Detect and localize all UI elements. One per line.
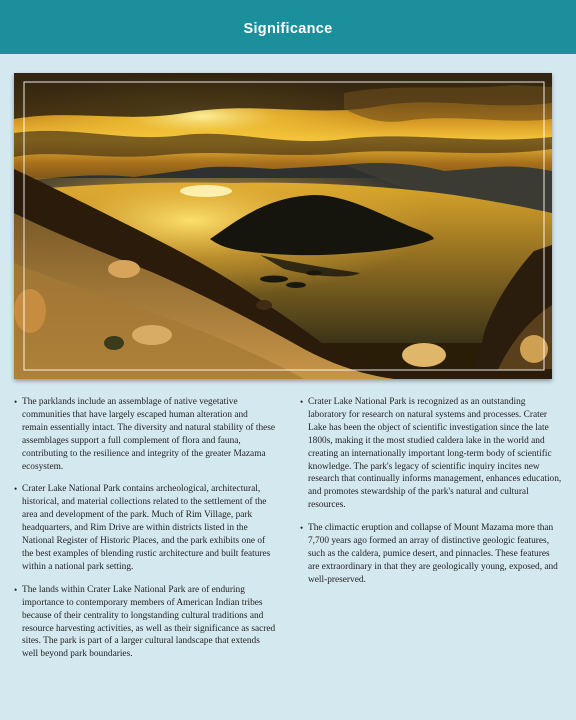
bullet-icon: •	[14, 397, 18, 407]
list-item: • The parklands include an assemblage of native vegetative communities that have largely escaped human alteration and remain essentially intact. The diversity and natural stability of these assemblages support a full complement of flora and fauna, contributing to the resilience and integrity of the greater Mazama ecosystem.	[14, 397, 276, 472]
list-item: • Crater Lake National Park contains archeological, architectural, historical, and material collections related to the settlement of the area and development of the park. Much of Rim Village, park headquarters, and Rim Drive are within districts listed in the National Register of Historic Places, and the park exhibits one of the best examples of blending rustic architecture and built features within a national park setting.	[14, 484, 271, 572]
bullet-icon: •	[300, 397, 304, 407]
bullet-icon: •	[14, 584, 18, 595]
page-title: Significance	[243, 21, 333, 37]
list-item: • The lands within Crater Lake National Park are of enduring importance to contemporary members of American Indian tribes because of their centrality to longstanding cultural traditions and resource harvesting activities, as well as their significance as sacred sites. The park is part of a larger cultural landscape that extends well beyond park boundaries.	[14, 584, 276, 660]
list-item: • Crater Lake National Park is recognized as an outstanding laboratory for research on natural systems and processes. Crater Lake has been the object of scientific investigation since the late 1800s, making it the most studied caldera lake in the world and creating an internationally important long-term body of scientific knowledge. The park's legacy of scientific inquiry incites new research that continually informs management, enhances education, and promotes stewardship of the park's natural and cultural resources.	[300, 397, 562, 511]
bullet-icon: •	[14, 484, 18, 495]
left-text-column	[14, 396, 276, 671]
crater-lake-photo	[14, 73, 552, 379]
page-header	[0, 0, 576, 54]
right-text-column	[300, 396, 562, 597]
list-item: • The climactic eruption and collapse of Mount Mazama more than 7,700 years ago formed an array of distinctive geologic features, such as the caldera, pumice desert, and pinnacles. These features are extraordinary in that they are geologically young, exposed, and well-preserved.	[300, 523, 558, 585]
bullet-icon: •	[300, 523, 304, 534]
